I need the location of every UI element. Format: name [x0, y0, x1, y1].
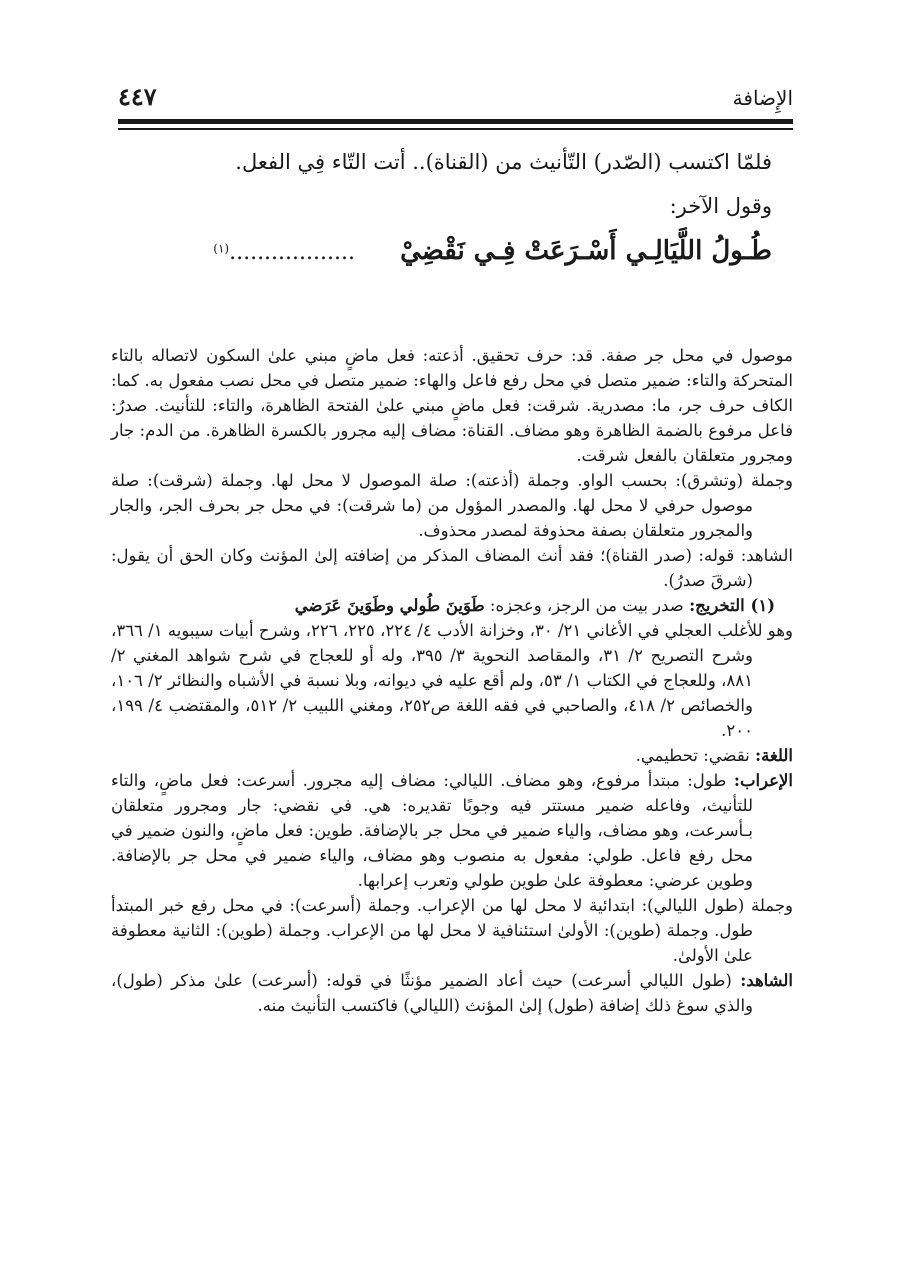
- chapter-title: الإِضافة: [732, 86, 793, 110]
- footnote-ref: (١): [213, 241, 230, 256]
- note-paragraph-3: الشاهد: قوله: (صدر القناة)؛ فقد أنث المضاف المذكر من إضافته إلىٰ المؤنث وكان الحق أن يقول: (شرقَ صدرُ).: [111, 546, 793, 590]
- shahid-label: الشاهد:: [740, 971, 793, 990]
- irab-text: طول: مبتدأ مرفوع، وهو مضاف. الليالي: مضاف إليه مجرور. أسرعت: فعل ماضٍ، والتاء للتأنيث، وفاعله ضمير مستتر فيه وجوبًا تقديره: هي. في نقضي: جار ومجرور متعلقان بـأسرعت، وهو مضاف، والياء ضمير في محل جر بالإضافة. طوين: فعل ماضٍ، والنون ضمير في محل رفع فاعل. طولي: مفعول به منصوب وهو مضاف، والياء ضمير في محل جر بالإضافة. وطوين عرضي: معطوفة علىٰ طوين طولي وتعرب إعرابها.: [111, 771, 753, 890]
- page-number: ٤٤٧: [118, 82, 157, 111]
- footnote-text: صدر بيت من الرجز، وعجزه:: [489, 596, 684, 615]
- footnote-1: [111, 593, 793, 618]
- verse-dots: ..................: [229, 240, 355, 265]
- footnote-verse: طَوَينَ طُولي وطَوَينَ عَرَضي: [294, 596, 485, 615]
- page-header: [118, 82, 793, 112]
- note-paragraph-6: [111, 768, 793, 893]
- note-paragraph-1: موصول في محل جر صفة. قد: حرف تحقيق. أذعته: فعل ماضٍ مبني علىٰ السكون لاتصاله بالتاء المتحركة والتاء: ضمير متصل في محل رفع فاعل والهاء: ضمير متصل في محل نصب مفعول به. كما: الكاف حرف جر، ما: مصدرية. شرقت: فعل ماضٍ مبني علىٰ الفتحة الظاهرة، والتاء: للتأنيث. صدرُ: فاعل مرفوع بالضمة الظاهرة وهو مضاف. القناة: مضاف إليه مجرور بالكسرة الظاهرة. من الدم: جار ومجرور متعلقان بالفعل شرقت.: [111, 346, 793, 465]
- note-paragraph-8: [111, 968, 793, 1018]
- notes-section: [111, 343, 793, 1018]
- header-rule-thick: [118, 119, 793, 124]
- footnote-label: (١) التخريج:: [689, 596, 775, 615]
- lugha-label: اللغة:: [755, 746, 793, 765]
- note-paragraph-2: وجملة (وتشرق): بحسب الواو. وجملة (أذعته): صلة الموصول لا محل لها. وجملة (شرقت): صلة موصول حرفي لا محل لها. والمصدر المؤول من (ما شرقت): في محل جر بحرف الجر، والجار والمجرور متعلقان بصفة محذوفة لمصدر محذوف.: [111, 471, 793, 540]
- shahid-text: (طول الليالي أسرعت) حيث أعاد الضمير مؤنثًا في قوله: (أسرعت) علىٰ مذكر (طول)، والذي سوغ ذلك إضافة (طول) إلىٰ المؤنث (الليالي) فاكتسب التأنيث منه.: [111, 971, 753, 1015]
- note-paragraph-7: وجملة (طول الليالي): ابتدائية لا محل لها من الإعراب. وجملة (أسرعت): في محل رفع خبر المبتدأ طول. وجملة (طوين): الأولىٰ استئنافية لا محل لها من الإعراب. وجملة (طوين): الثانية معطوفة علىٰ الأولىٰ.: [111, 896, 793, 965]
- note-paragraph-4: وهو للأغلب العجلي في الأغاني ٢١/ ٣٠، وخزانة الأدب ٤/ ٢٢٤، ٢٢٥، ٢٢٦، وشرح أبيات سيبويه ١/ ٣٦٦، وشرح التصريح ٢/ ٣١، والمقاصد النحوية ٣/ ٣٩٥، وله أو للعجاج في شرح شواهد المغني ٢/ ٨٨١، وللعجاج في الكتاب ١/ ٥٣، ولم أقع عليه في ديوانه، وبلا نسبة في الأشباه والنظائر ٢/ ١٠٦، والخصائص ٢/ ٤١٨، والصاحبي في فقه اللغة ص٢٥٢، ومغني اللبيب ٢/ ٥١٢، والمقتضب ٤/ ١٩٩، ٢٠٠.: [111, 621, 793, 740]
- header-rule-thin: [118, 128, 793, 130]
- main-line-1: فلمّا اكتسب (الصّدر) التّأنيث من (القناة).. أتت التّاء فِي الفعل.: [235, 150, 772, 174]
- irab-label: الإعراب:: [733, 771, 794, 790]
- main-line-2: وقول الآخر:: [669, 194, 772, 218]
- lugha-text: نقضي: تحطيمي.: [635, 746, 750, 765]
- verse-text: طُـولُ اللَّيَالِـي أَسْـرَعَتْ فِـي نَقْضِيْ: [400, 236, 772, 266]
- verse-line: [213, 236, 772, 266]
- note-paragraph-5: [111, 743, 793, 768]
